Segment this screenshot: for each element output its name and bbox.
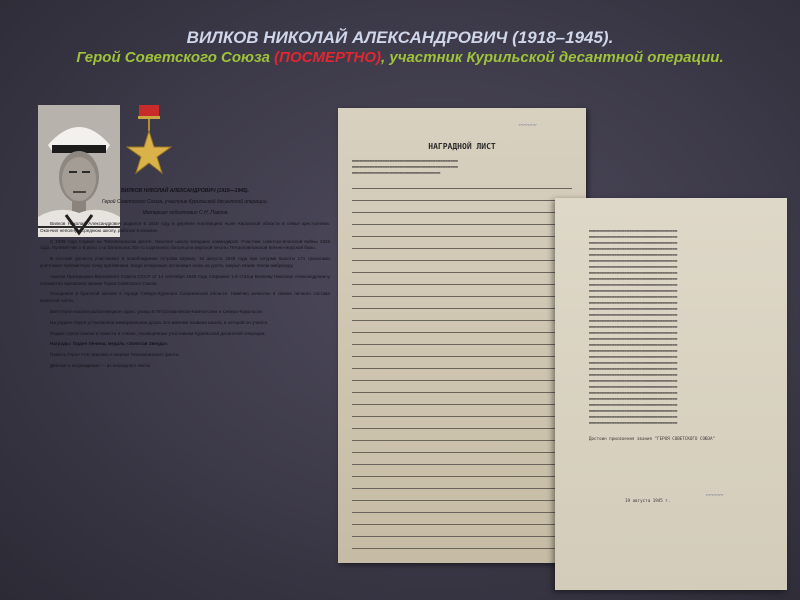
article-paragraph: Память Героя чтят земляки и моряки Тихоокеанского флота. xyxy=(50,352,180,358)
doc1-typed-block: ▬▬▬▬▬▬▬▬▬▬▬▬▬▬▬▬▬▬▬▬▬▬▬▬▬▬▬▬▬▬▬▬▬▬▬▬▬▬▬▬▬▬ ▬▬▬▬▬▬▬▬▬▬▬▬▬▬▬▬▬▬▬▬▬▬▬▬▬▬▬▬▬▬▬▬▬▬▬▬▬▬▬▬▬▬ ▬▬▬▬▬▬▬▬▬▬▬▬▬▬▬▬▬▬▬▬▬▬▬▬▬▬▬▬▬▬▬▬▬▬▬ xyxy=(352,158,458,175)
article-paragraph: Указом Президиума Верховного Совета СССР от 14 сентября 1945 года старшине 1-й статьи Вилкову Николаю Александровичу посмертно присвоено звание Героя Советского Союза. xyxy=(40,273,330,286)
article-paragraph: Награды: Орден Ленина, медаль «Золотая Звезда». xyxy=(50,341,169,347)
article-paragraph: Данные о награждении — из наградного листа. xyxy=(50,362,152,368)
article-paragraph: Подвиг героя описан в повести и стихах, посвящённых участникам Курильской десантной операции. xyxy=(50,330,266,336)
slide-title xyxy=(40,28,760,68)
award-sheet-page-2 xyxy=(555,198,787,590)
award-sheet-heading: НАГРАДНОЙ ЛИСТ xyxy=(428,142,496,151)
article-header xyxy=(40,188,330,217)
title-name: ВИЛКОВ НИКОЛАЙ АЛЕКСАНДРОВИЧ (1918–1945). xyxy=(186,28,614,47)
doc2-award-closing: Достоин присвоения звания "ГЕРОЯ СОВЕТСКОГО СОЮЗА" xyxy=(589,436,716,441)
article-paragraph: Имя Героя носили рыболовецкое судно, улицы в Петропавловске-Камчатском и Северо-Курильске. xyxy=(50,308,264,314)
title-posthumous: (ПОСМЕРТНО) xyxy=(274,49,382,66)
article-paragraph: В составе десанта участвовал в освобождении острова Шумшу. 18 августа 1945 года при штурме высоты 171 гранатами уничтожил пулемётную точку противника. Когда атакующих остановил огонь из дзота, закрыл своим телом амбразуру. xyxy=(40,256,330,268)
biography-article xyxy=(40,188,330,370)
article-paragraph: Похоронен в братской могиле в городе Северо-Курильск Сахалинской области. Навечно зачислен в списки личного состава воинской части. xyxy=(40,291,330,304)
article-paragraph: С 1939 года служил на Тихоокеанском флоте. Окончил школу младших командиров. Участник советско-японской войны 1945 года. Пулемётчик 1-й роты 1-го батальона 302-го отдельного батальона морской пехоты Петропавловской военно-морской базы. xyxy=(40,238,330,251)
article-paragraph: Вилков Николай Александрович родился в 1918 году в деревне Наговицино ныне Кировской области в семье крестьянина. Окончил неполную среднюю школу, работал в колхозе. xyxy=(40,221,330,233)
article-heading: ВИЛКОВ НИКОЛАЙ АЛЕКСАНДРОВИЧ (1918—1945). xyxy=(121,188,249,194)
gold-star-medal-icon xyxy=(126,105,172,185)
award-sheet-page-1 xyxy=(338,108,586,563)
title-subtitle-after: , участник Курильской десантной операции. xyxy=(381,49,724,66)
doc2-date: 19 августа 1945 г. xyxy=(625,498,671,503)
doc2-typed-block-1: ▬▬▬▬▬▬▬▬▬▬▬▬▬▬▬▬▬▬▬▬▬▬▬▬▬▬▬▬▬▬▬▬▬▬▬ ▬▬▬▬▬▬▬▬▬▬▬▬▬▬▬▬▬▬▬▬▬▬▬▬▬▬▬▬▬▬▬▬▬▬▬ ▬▬▬▬▬▬▬▬▬▬▬▬▬▬▬▬▬▬▬▬▬▬▬▬▬▬▬▬▬▬▬▬▬▬▬ ▬▬▬▬▬▬▬▬▬▬▬▬▬▬▬▬▬▬▬▬▬▬▬▬▬▬▬▬▬▬▬▬▬▬▬ ▬▬▬▬▬▬▬▬▬▬▬▬▬▬▬▬▬▬▬▬▬▬▬▬▬▬▬▬▬▬▬▬▬▬▬ ▬▬▬▬▬▬▬▬▬▬▬▬▬▬▬▬▬▬▬▬▬▬▬▬▬▬▬▬▬▬▬▬▬▬▬ ▬▬▬▬▬▬▬▬▬▬▬▬▬▬▬▬▬▬▬▬▬▬▬▬▬▬▬▬▬▬▬▬▬▬▬ ▬▬▬▬▬▬▬▬▬▬▬▬▬▬▬▬▬▬▬▬▬▬▬▬▬▬▬▬▬▬▬▬▬▬▬ ▬▬▬▬▬▬▬▬▬▬▬▬▬▬▬▬▬▬▬▬▬▬▬▬▬▬▬▬▬▬▬▬▬▬▬ ▬▬▬▬▬▬▬▬▬▬▬▬▬▬▬▬▬▬▬▬▬▬▬▬▬▬▬▬▬▬▬▬▬▬▬ ▬▬▬▬▬▬▬▬▬▬▬▬▬▬▬▬▬▬▬▬▬▬▬▬▬▬▬▬▬▬▬▬▬▬▬ ▬▬▬▬▬▬▬▬▬▬▬▬▬▬▬▬▬▬▬▬▬▬▬▬▬▬▬▬▬▬▬▬▬▬▬ ▬▬▬▬▬▬▬▬▬▬▬▬▬▬▬▬▬▬▬▬▬▬▬▬▬▬▬▬▬▬▬▬▬▬▬ ▬▬▬▬▬▬▬▬▬▬▬▬▬▬▬▬▬▬▬▬▬▬▬▬▬▬▬▬▬▬▬▬▬▬▬ ▬▬▬▬▬▬▬▬▬▬▬▬▬▬▬▬▬▬▬▬▬▬▬▬▬▬▬▬▬▬▬▬▬▬▬ ▬▬▬▬▬▬▬▬▬▬▬▬▬▬▬▬▬▬▬▬▬▬▬▬▬▬▬▬▬▬▬▬▬▬▬ ▬▬▬▬▬▬▬▬▬▬▬▬▬▬▬▬▬▬▬▬▬▬▬▬▬▬▬▬▬▬▬▬▬▬▬ ▬▬▬▬▬▬▬▬▬▬▬▬▬▬▬▬▬▬▬▬▬▬▬▬▬▬▬▬▬▬▬▬▬▬▬ ▬▬▬▬▬▬▬▬▬▬▬▬▬▬▬▬▬▬▬▬▬▬▬▬▬▬▬▬▬▬▬▬▬▬▬ ▬▬▬▬▬▬▬▬▬▬▬▬▬▬▬▬▬▬▬▬▬▬▬▬▬▬▬▬▬▬▬▬▬▬▬ ▬▬▬▬▬▬▬▬▬▬▬▬▬▬▬▬▬▬▬▬▬▬▬▬▬▬▬▬▬▬▬▬▬▬▬ ▬▬▬▬▬▬▬▬▬▬▬▬▬▬▬▬▬▬▬▬▬▬▬▬▬▬▬▬▬▬▬▬▬▬▬ ▬▬▬▬▬▬▬▬▬▬▬▬▬▬▬▬▬▬▬▬▬▬▬▬▬▬▬▬▬▬▬▬▬▬▬ ▬▬▬▬▬▬▬▬▬▬▬▬▬▬▬▬▬▬▬▬▬▬▬▬▬▬▬▬▬▬▬▬▬▬▬ ▬▬▬▬▬▬▬▬▬▬▬▬▬▬▬▬▬▬▬▬▬▬▬▬▬▬▬▬▬▬▬▬▬▬▬ ▬▬▬▬▬▬▬▬▬▬▬▬▬▬▬▬▬▬▬▬▬▬▬▬▬▬▬▬▬▬▬▬▬▬▬ ▬▬▬▬▬▬▬▬▬▬▬▬▬▬▬▬▬▬▬▬▬▬▬▬▬▬▬▬▬▬▬▬▬▬▬ ▬▬▬▬▬▬▬▬▬▬▬▬▬▬▬▬▬▬▬▬▬▬▬▬▬▬▬▬▬▬▬▬▬▬▬ ▬▬▬▬▬▬▬▬▬▬▬▬▬▬▬▬▬▬▬▬▬▬▬▬▬▬▬▬▬▬▬▬▬▬▬ ▬▬▬▬▬▬▬▬▬▬▬▬▬▬▬▬▬▬▬▬▬▬▬▬▬▬▬▬▬▬▬▬▬▬▬ ▬▬▬▬▬▬▬▬▬▬▬▬▬▬▬▬▬▬▬▬▬▬▬▬▬▬▬▬▬▬▬▬▬▬▬ ▬▬▬▬▬▬▬▬▬▬▬▬▬▬▬▬▬▬▬▬▬▬▬▬▬▬▬▬▬▬▬▬▬▬▬ ▬▬▬▬▬▬▬▬▬▬▬▬▬▬▬▬▬▬▬▬▬▬▬▬▬▬▬▬▬▬▬▬▬▬▬ xyxy=(589,228,678,425)
doc2-signature: 〰〰〰 xyxy=(705,492,724,499)
title-subtitle-before: Герой Советского Союза xyxy=(76,49,275,66)
article-paragraph: На родине Героя установлена мемориальная доска. Его именем названа школа, в которой он учился. xyxy=(50,319,269,325)
title-subtitle xyxy=(40,48,760,68)
article-author: Материал подготовил С.Н. Павлов xyxy=(142,210,228,216)
article-subheading: Герой Советского Союза, участник Курильской десантной операции. xyxy=(101,199,269,205)
doc1-handwritten-mark: 〰〰〰 xyxy=(518,122,537,129)
